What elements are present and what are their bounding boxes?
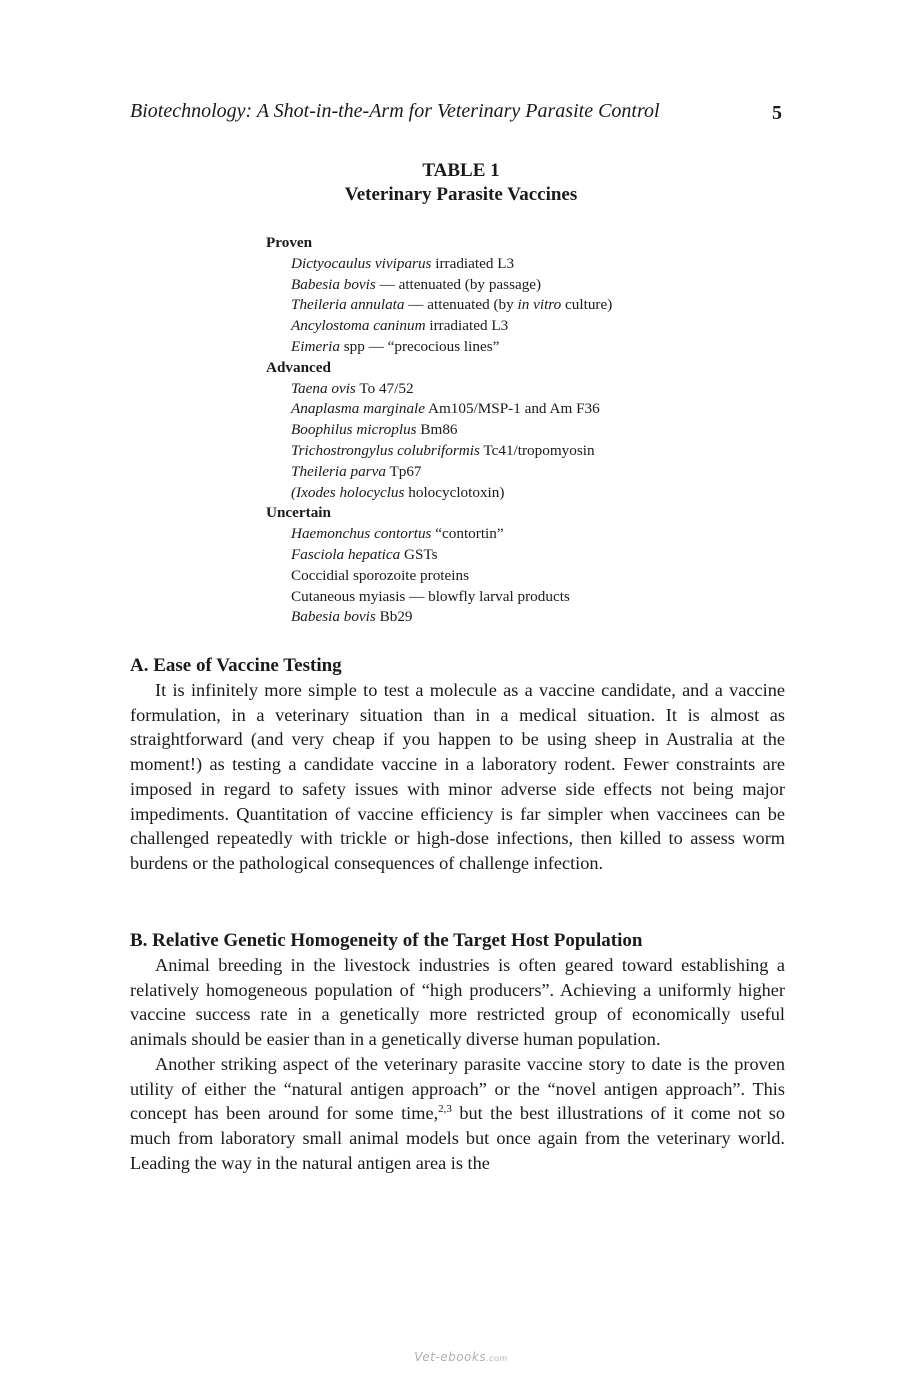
section-a-heading: A. Ease of Vaccine Testing [130,655,342,676]
category-heading: Uncertain [266,504,331,522]
species-name: Theileria annulata [291,296,405,314]
species-name: Babesia bovis [291,608,376,626]
section-b [130,928,785,1175]
entry-text: Coccidial sporozoite proteins [291,566,469,584]
vaccine-entry [266,420,786,441]
vaccine-entry [266,587,786,608]
entry-text: Am105/MSP-1 and Am F36 [425,400,600,418]
species-name: Dictyocaulus viviparus [291,254,432,272]
entry-text: To 47/52 [355,379,414,397]
entry-text: “contortin” [431,525,504,543]
species-name: Ancylostoma caninum [291,317,426,335]
section-b-paragraph-1: Animal breeding in the livestock industries is often geared toward establishing a relatively homogeneous population of “high producers”. Achieving a uniformly higher vaccine success rate in a genetically more restricted group of economically useful animals should be easier than in a genetically diverse human population. [130,955,785,1050]
species-name: (Ixodes holocyclus [291,483,405,501]
entry-text: culture) [561,296,613,314]
running-title: Biotechnology: A Shot-in-the-Arm for Veterinary Parasite Control [130,100,660,122]
vaccine-entry [266,254,786,275]
entry-text: Tc41/tropomyosin [479,441,595,459]
section-a [130,653,785,876]
entry-text: — attenuated (by [404,296,518,314]
section-a-paragraph: It is infinitely more simple to test a molecule as a vaccine candidate, and a vaccine formulation, in a veterinary situation than in a medical situation. It is almost as straightforward (and very cheap if you happen to be using sheep in Australia at the moment!) as testing a candidate vaccine in a laboratory rodent. Fewer constraints are imposed in regard to safety issues with minor adverse side effects not being major impediments. Quantitation of vaccine efficiency is far simpler when vaccinees can be challenged repeatedly with trickle or high-dose infections, then killed to assess worm burdens or the pathological consequences of challenge infection. [130,680,785,873]
vaccine-entry [266,275,786,296]
species-name: Trichostrongylus colubriformis [291,441,480,459]
table-label: TABLE 1 [422,160,500,181]
category-heading: Advanced [266,358,331,376]
vaccine-entry [266,566,786,587]
watermark-logo [0,1350,922,1364]
citation-superscript: 2,3 [438,1103,452,1116]
section-b-paragraph-2 [130,1052,785,1176]
paragraph-2-text: Another striking aspect of the veterinary parasite vaccine story to date is the proven utility of either the “natural antigen approach” or the “novel antigen approach”. This concept has been around for some time, [130,1053,785,1124]
vaccine-entry [266,379,786,400]
entry-text: Bm86 [416,421,458,439]
running-head [130,100,785,123]
table-title: Veterinary Parasite Vaccines [344,184,578,205]
watermark-suffix: .com [486,1354,508,1363]
entry-text: holocyclotoxin) [404,483,505,501]
species-name: Fasciola hepatica [291,545,401,563]
vaccine-entry [266,462,786,483]
vaccine-entry [266,399,786,420]
species-name: Taena ovis [291,379,356,397]
entry-text: GSTs [400,545,438,563]
species-name: Haemonchus contortus [291,525,432,543]
entry-text: spp — “precocious lines” [339,337,500,355]
vaccine-entry [266,337,786,358]
vaccine-table [266,233,786,628]
paragraph-2-text-continued: but the best illustrations of it come not so much from laboratory small animal models but once again from the veterinary world. Leading the way in the natural antigen area is the [130,1103,785,1173]
species-name: in vitro [517,296,562,314]
entry-text: Cutaneous myiasis — blowfly larval products [291,587,570,605]
entry-text: — attenuated (by passage) [375,275,542,293]
vaccine-entry [266,441,786,462]
entry-text: irradiated L3 [425,317,509,335]
species-name: Boophilus microplus [291,421,417,439]
vaccine-entry [266,524,786,545]
species-name: Anaplasma marginale [291,400,426,418]
section-b-heading: B. Relative Genetic Homogeneity of the Target Host Population [130,930,643,951]
vaccine-entry [266,295,786,316]
entry-text: irradiated L3 [431,254,515,272]
species-name: Babesia bovis [291,275,376,293]
vaccine-entry [266,316,786,337]
vaccine-entry [266,607,786,628]
vaccine-entry [266,545,786,566]
entry-text: Bb29 [375,608,413,626]
species-name: Theileria parva [291,462,386,480]
species-name: Eimeria [291,337,340,355]
watermark-main: Vet-ebooks [414,1350,487,1364]
entry-text: Tp67 [385,462,422,480]
vaccine-entry [266,483,786,504]
page-number: 5 [772,102,782,124]
category-heading: Proven [266,234,313,251]
